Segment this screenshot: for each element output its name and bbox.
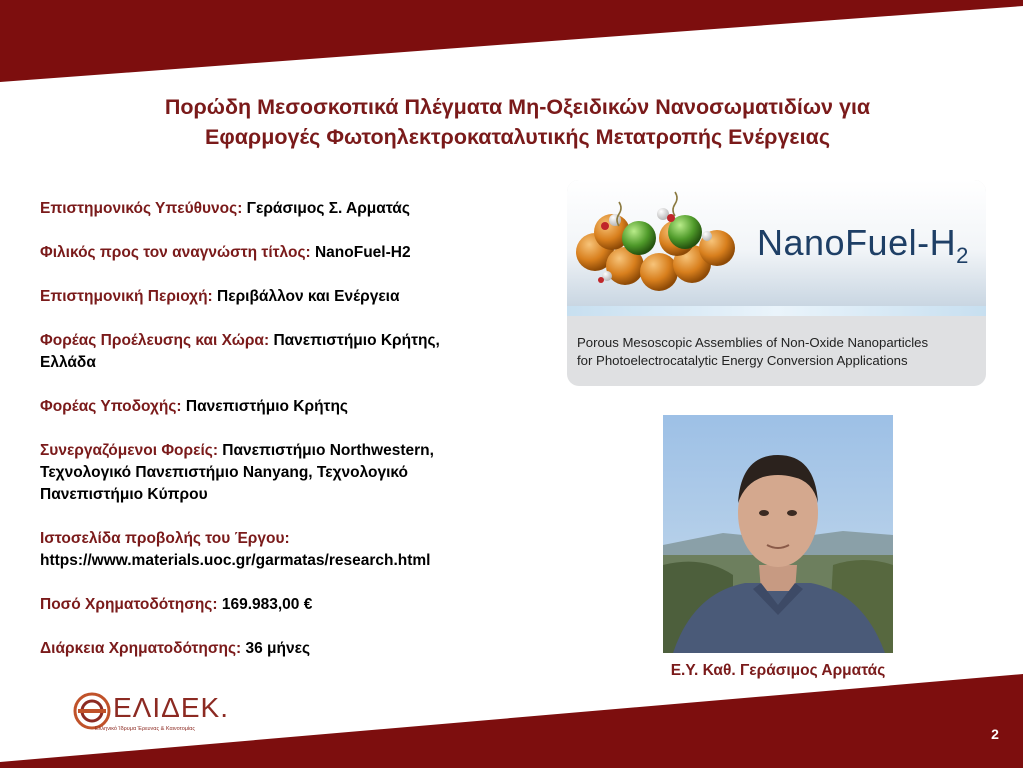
project-brand-name: NanoFuel-$H_2$ xyxy=(757,222,969,268)
info-label: Φιλικός προς τον αναγνώστη τίτλος: xyxy=(40,244,311,261)
banner-subtitle-line-2: for Photoelectrocatalytic Energy Conversion Applications xyxy=(577,353,908,368)
project-banner xyxy=(567,180,986,386)
title-line-2: Εφαρμογές Φωτοηλεκτροκαταλυτικής Μετατροπής Ενέργειας xyxy=(204,125,831,149)
info-label: Συνεργαζόμενοι Φορείς: xyxy=(40,442,218,459)
investigator-photo xyxy=(663,415,893,653)
banner-header xyxy=(567,180,986,306)
project-website-link[interactable]: https://www.materials.uoc.gr/garmatas/research.html xyxy=(40,552,431,569)
project-info-list xyxy=(40,198,520,682)
info-label: Επιστημονική Περιοχή: xyxy=(40,288,213,305)
elidek-logo xyxy=(73,690,243,735)
top-band xyxy=(0,0,1023,90)
banner-subtitle xyxy=(577,334,982,370)
title-line-1: Πορώδη Μεσοσκοπικά Πλέγματα Μη-Οξειδικών Νανοσωματιδίων για xyxy=(164,95,871,119)
info-label: Ποσό Χρηματοδότησης: xyxy=(40,596,218,613)
info-value: Περιβάλλον και Ενέργεια xyxy=(217,288,400,305)
info-value: Πανεπιστήμιο Κρήτης, Ελλάδα xyxy=(40,332,440,371)
logo-wordmark: ΕΛΙΔΕΚ. xyxy=(113,692,229,723)
info-value: NanoFuel-H2 xyxy=(314,244,411,261)
info-value: 36 μήνες xyxy=(245,640,311,657)
info-label: Φορέας Προέλευσης και Χώρα: xyxy=(40,332,270,349)
info-principal-investigator xyxy=(40,198,520,220)
banner-subtitle-line-1: Porous Mesoscopic Assemblies of Non-Oxide Nanoparticles xyxy=(577,335,929,350)
info-label: Ιστοσελίδα προβολής του Έργου: xyxy=(40,530,290,547)
photo-caption: Ε.Υ. Καθ. Γεράσιμος Αρματάς xyxy=(670,662,886,679)
page-title xyxy=(60,92,975,152)
info-friendly-title xyxy=(40,242,520,264)
logo-tagline: Ελληνικό Ίδρυμα Έρευνας & Καινοτομίας xyxy=(95,726,195,732)
info-partner-institutions xyxy=(40,440,505,506)
banner-divider xyxy=(567,306,986,316)
info-label: Επιστημονικός Υπεύθυνος: xyxy=(40,200,243,217)
info-label: Διάρκεια Χρηματοδότησης: xyxy=(40,640,242,657)
page-number: 2 xyxy=(991,726,999,742)
info-origin-institution xyxy=(40,330,450,374)
portrait-illustration xyxy=(663,415,893,653)
nanoparticle-illustration xyxy=(567,180,747,306)
info-value: 169.983,00 € xyxy=(221,596,313,613)
info-value: Πανεπιστήμιο Κρήτης xyxy=(185,398,348,415)
info-funding-amount xyxy=(40,594,520,616)
info-value: Γεράσιμος Σ. Αρματάς xyxy=(246,200,410,217)
info-host-institution xyxy=(40,396,520,418)
info-value: Πανεπιστήμιο Northwestern, Τεχνολογικό Πανεπιστήμιο Nanyang, Τεχνολογικό Πανεπιστήμιο Κύπρου xyxy=(40,442,434,503)
elidek-emblem-icon xyxy=(73,692,111,730)
info-project-website xyxy=(40,528,520,572)
info-label: Φορέας Υποδοχής: xyxy=(40,398,182,415)
info-scientific-area xyxy=(40,286,520,308)
